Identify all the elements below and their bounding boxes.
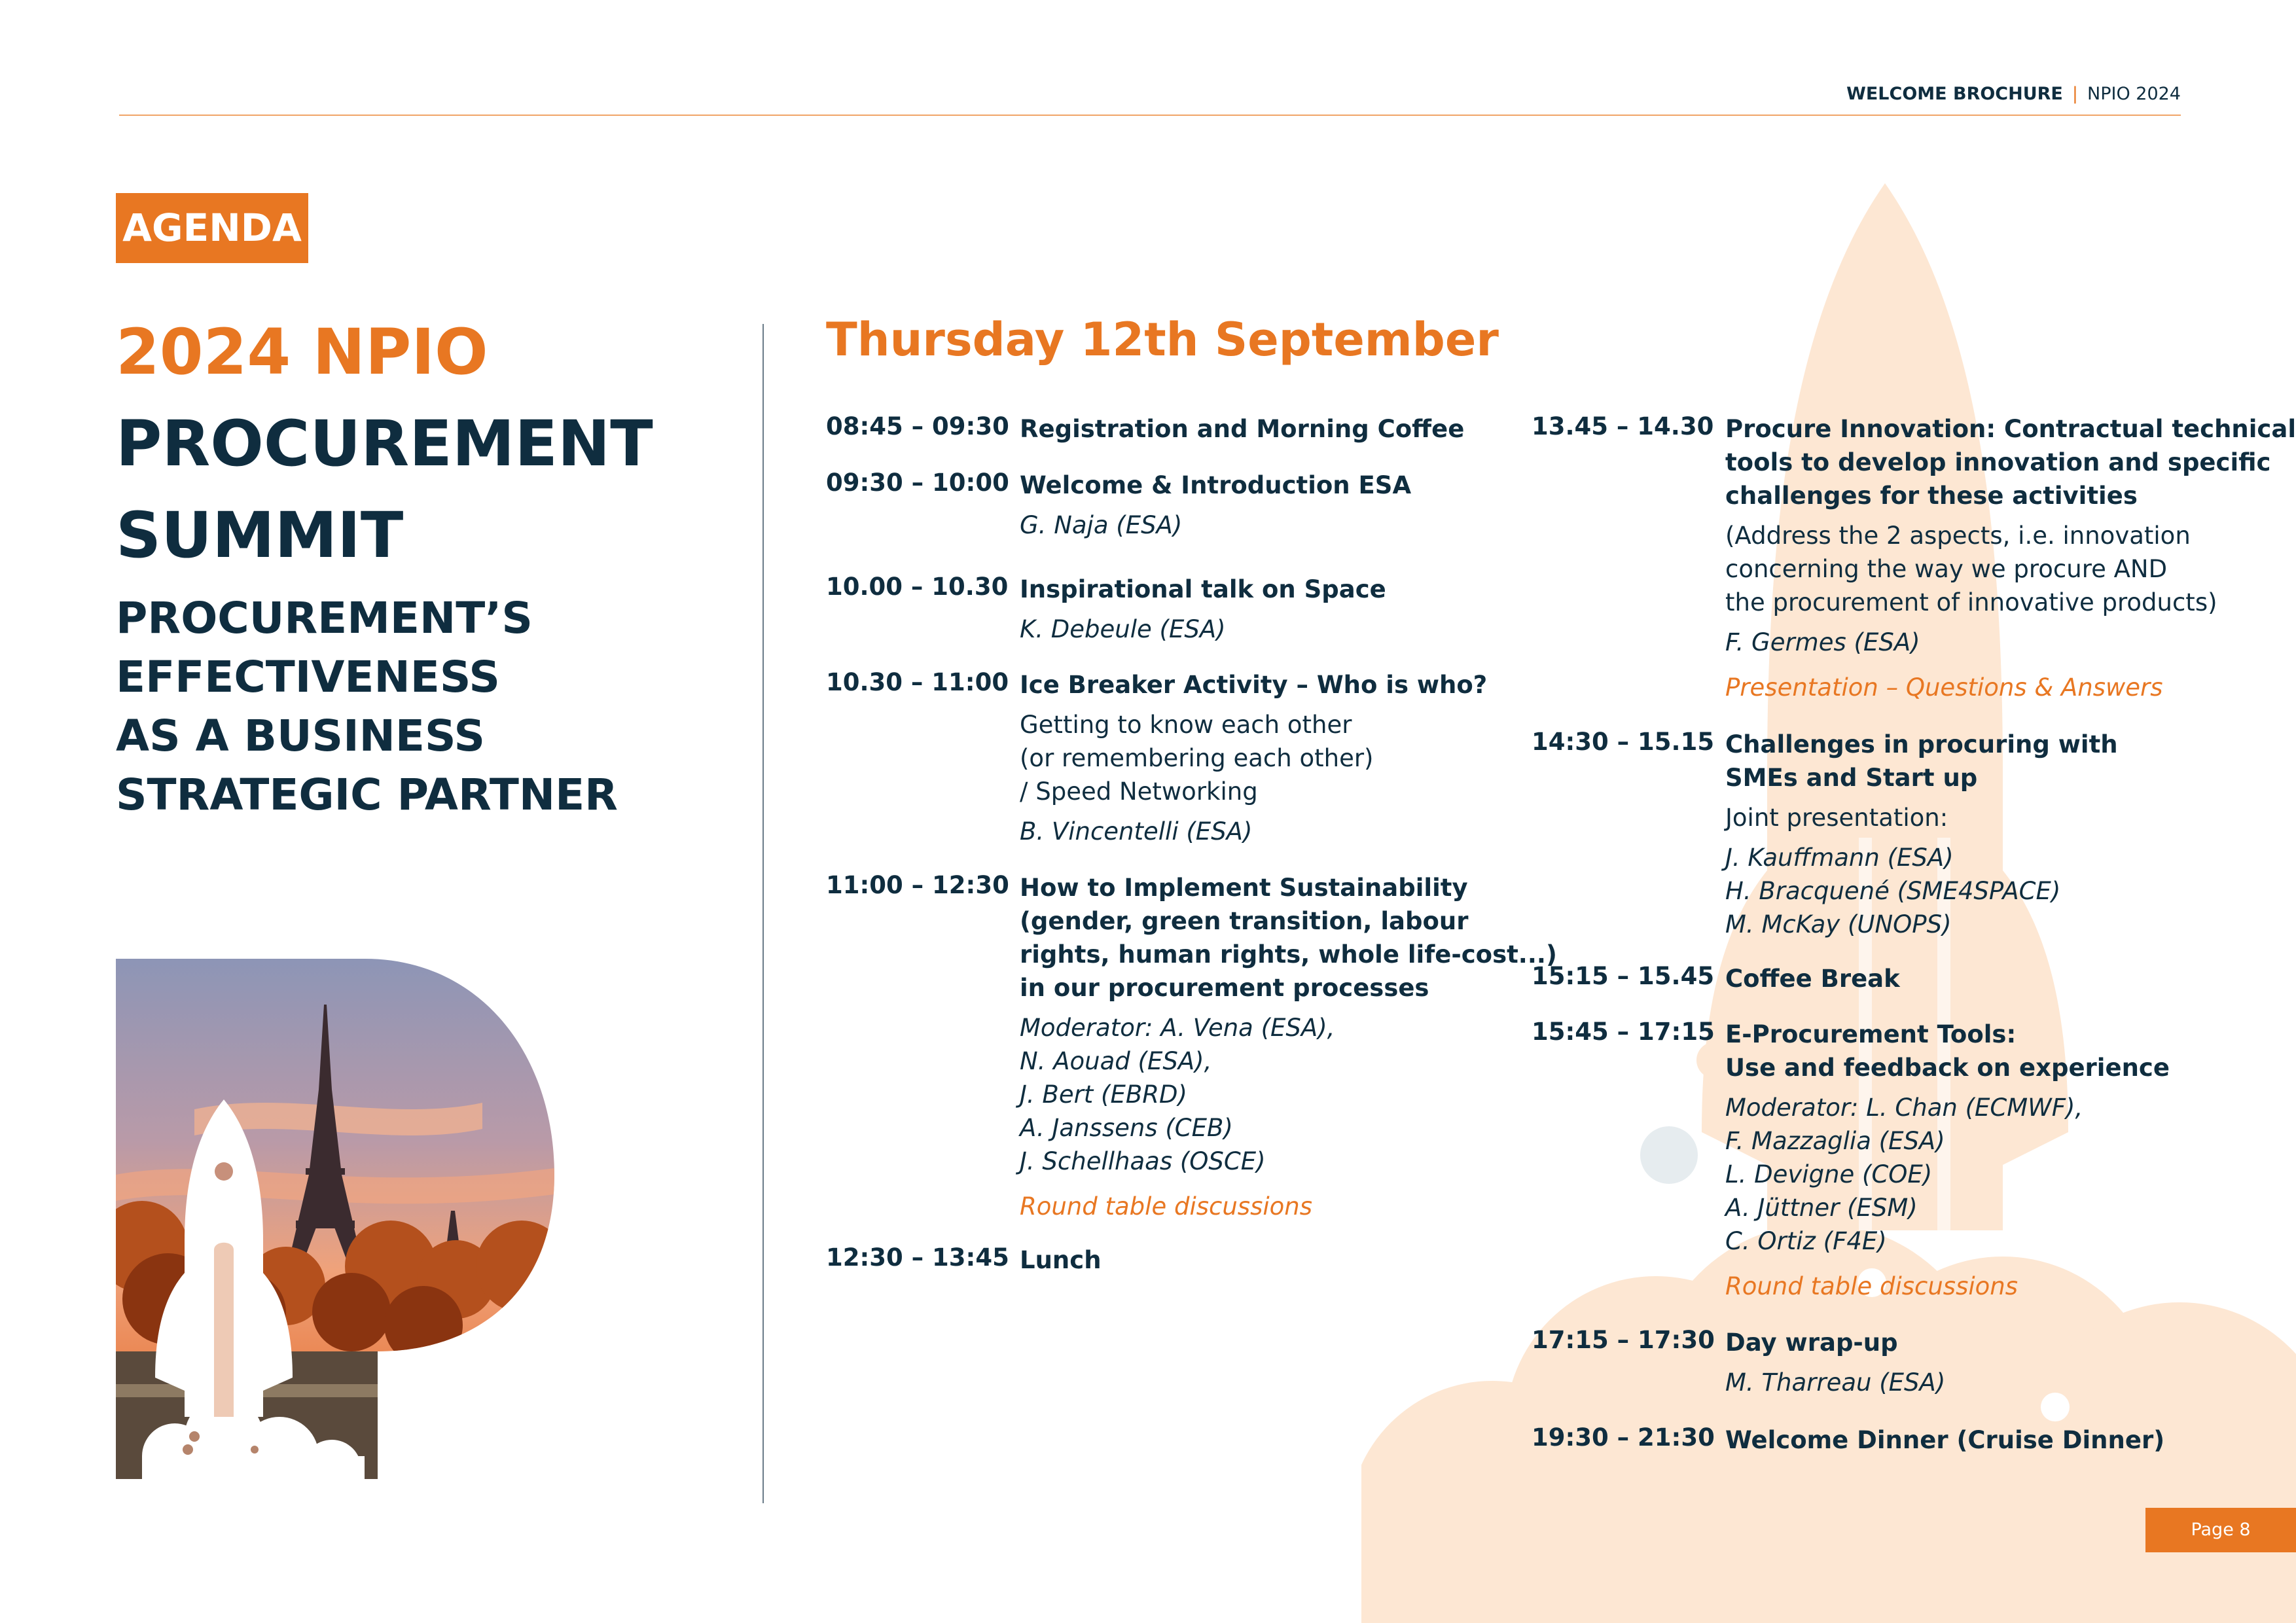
- agenda-title: Inspirational talk on Space: [1020, 575, 1386, 603]
- agenda-time: 08:45 – 09:30: [826, 412, 1009, 440]
- agenda-title: Ice Breaker Activity – Who is who?: [1020, 671, 1488, 699]
- agenda-speakers: Moderator: A. Vena (ESA), N. Aouad (ESA), J. Bert (EBRD) A. Janssens (CEB) J. Schellhaas (OSCE): [1020, 1014, 1335, 1175]
- agenda-speakers: J. Kauffmann (ESA) H. Bracquené (SME4SPACE) M. McKay (UNOPS): [1725, 844, 2061, 938]
- agenda-time: 17:15 – 17:30: [1532, 1326, 1715, 1354]
- day-heading: Thursday 12th September: [826, 313, 1499, 366]
- agenda-time: 19:30 – 21:30: [1532, 1423, 1715, 1452]
- agenda-time: 13.45 – 14.30: [1532, 412, 1714, 440]
- agenda-note: Round table discussions: [1725, 1272, 2018, 1300]
- title-line-1: 2024 NPIO: [116, 315, 488, 389]
- agenda-title: Procure Innovation: Contractual technical tools to develop innovation and specific challenges for these activities: [1725, 415, 2296, 510]
- page-header: [1846, 84, 2181, 104]
- agenda-title: Day wrap-up: [1725, 1329, 1898, 1357]
- agenda-speakers: K. Debeule (ESA): [1020, 615, 1226, 643]
- agenda-time: 15:15 – 15.45: [1532, 962, 1715, 990]
- agenda-title: Welcome & Introduction ESA: [1020, 471, 1412, 499]
- subtitle-line: AS A BUSINESS: [116, 711, 486, 761]
- subtitle-line: EFFECTIVENESS: [116, 652, 500, 702]
- agenda-time: 09:30 – 10:00: [826, 469, 1009, 497]
- agenda-time: 10.00 – 10.30: [826, 573, 1009, 601]
- agenda-time: 11:00 – 12:30: [826, 871, 1009, 899]
- agenda-description: Joint presentation:: [1725, 804, 1948, 832]
- agenda-speakers: B. Vincentelli (ESA): [1020, 817, 1253, 846]
- agenda-speakers: M. Tharreau (ESA): [1725, 1368, 1946, 1397]
- subtitle-line: PROCUREMENT’S: [116, 593, 533, 643]
- column-divider: [762, 324, 764, 1503]
- agenda-time: 14:30 – 15.15: [1532, 728, 1715, 756]
- agenda-description: (Address the 2 aspects, i.e. innovation concerning the way we procure AND the procurement of innovative products): [1725, 522, 2217, 616]
- agenda-description: Getting to know each other (or remembering each other) / Speed Networking: [1020, 711, 1374, 806]
- header-separator: |: [2072, 84, 2078, 104]
- header-edition: NPIO 2024: [2087, 84, 2181, 104]
- agenda-title: Registration and Morning Coffee: [1020, 415, 1465, 443]
- agenda-time: 10.30 – 11:00: [826, 668, 1009, 696]
- paris-rocket-photo: [116, 959, 554, 1479]
- page-number: Page 8: [2145, 1508, 2296, 1552]
- agenda-title: Coffee Break: [1725, 965, 1900, 993]
- header-brochure: WELCOME BROCHURE: [1846, 84, 2063, 104]
- agenda-speakers: F. Germes (ESA): [1725, 628, 1920, 656]
- agenda-time: 15:45 – 17:15: [1532, 1018, 1715, 1046]
- agenda-speakers: Moderator: L. Chan (ECMWF), F. Mazzaglia (ESA) L. Devigne (COE) A. Jüttner (ESM) C. Ortiz (F4E): [1725, 1094, 2083, 1255]
- title-line-2: PROCUREMENT SUMMIT: [116, 407, 653, 572]
- agenda-speakers: G. Naja (ESA): [1020, 511, 1183, 539]
- agenda-tag: AGENDA: [116, 193, 308, 263]
- subtitle-line: STRATEGIC PARTNER: [116, 770, 618, 820]
- agenda-title: Challenges in procuring with SMEs and Start up: [1725, 730, 2118, 792]
- agenda-title: E-Procurement Tools: Use and feedback on experience: [1725, 1020, 2170, 1082]
- header-divider: [119, 115, 2181, 116]
- agenda-title: How to Implement Sustainability (gender, green transition, labour rights, human rights, whole life-cost...) in our procurement processes: [1020, 874, 1557, 1002]
- agenda-note: Round table discussions: [1020, 1192, 1312, 1221]
- subtitle: [116, 589, 705, 825]
- agenda-time: 12:30 – 13:45: [826, 1243, 1009, 1272]
- agenda-title: Lunch: [1020, 1246, 1102, 1274]
- agenda-note: Presentation – Questions & Answers: [1725, 673, 2163, 702]
- agenda-title: Welcome Dinner (Cruise Dinner): [1725, 1426, 2165, 1454]
